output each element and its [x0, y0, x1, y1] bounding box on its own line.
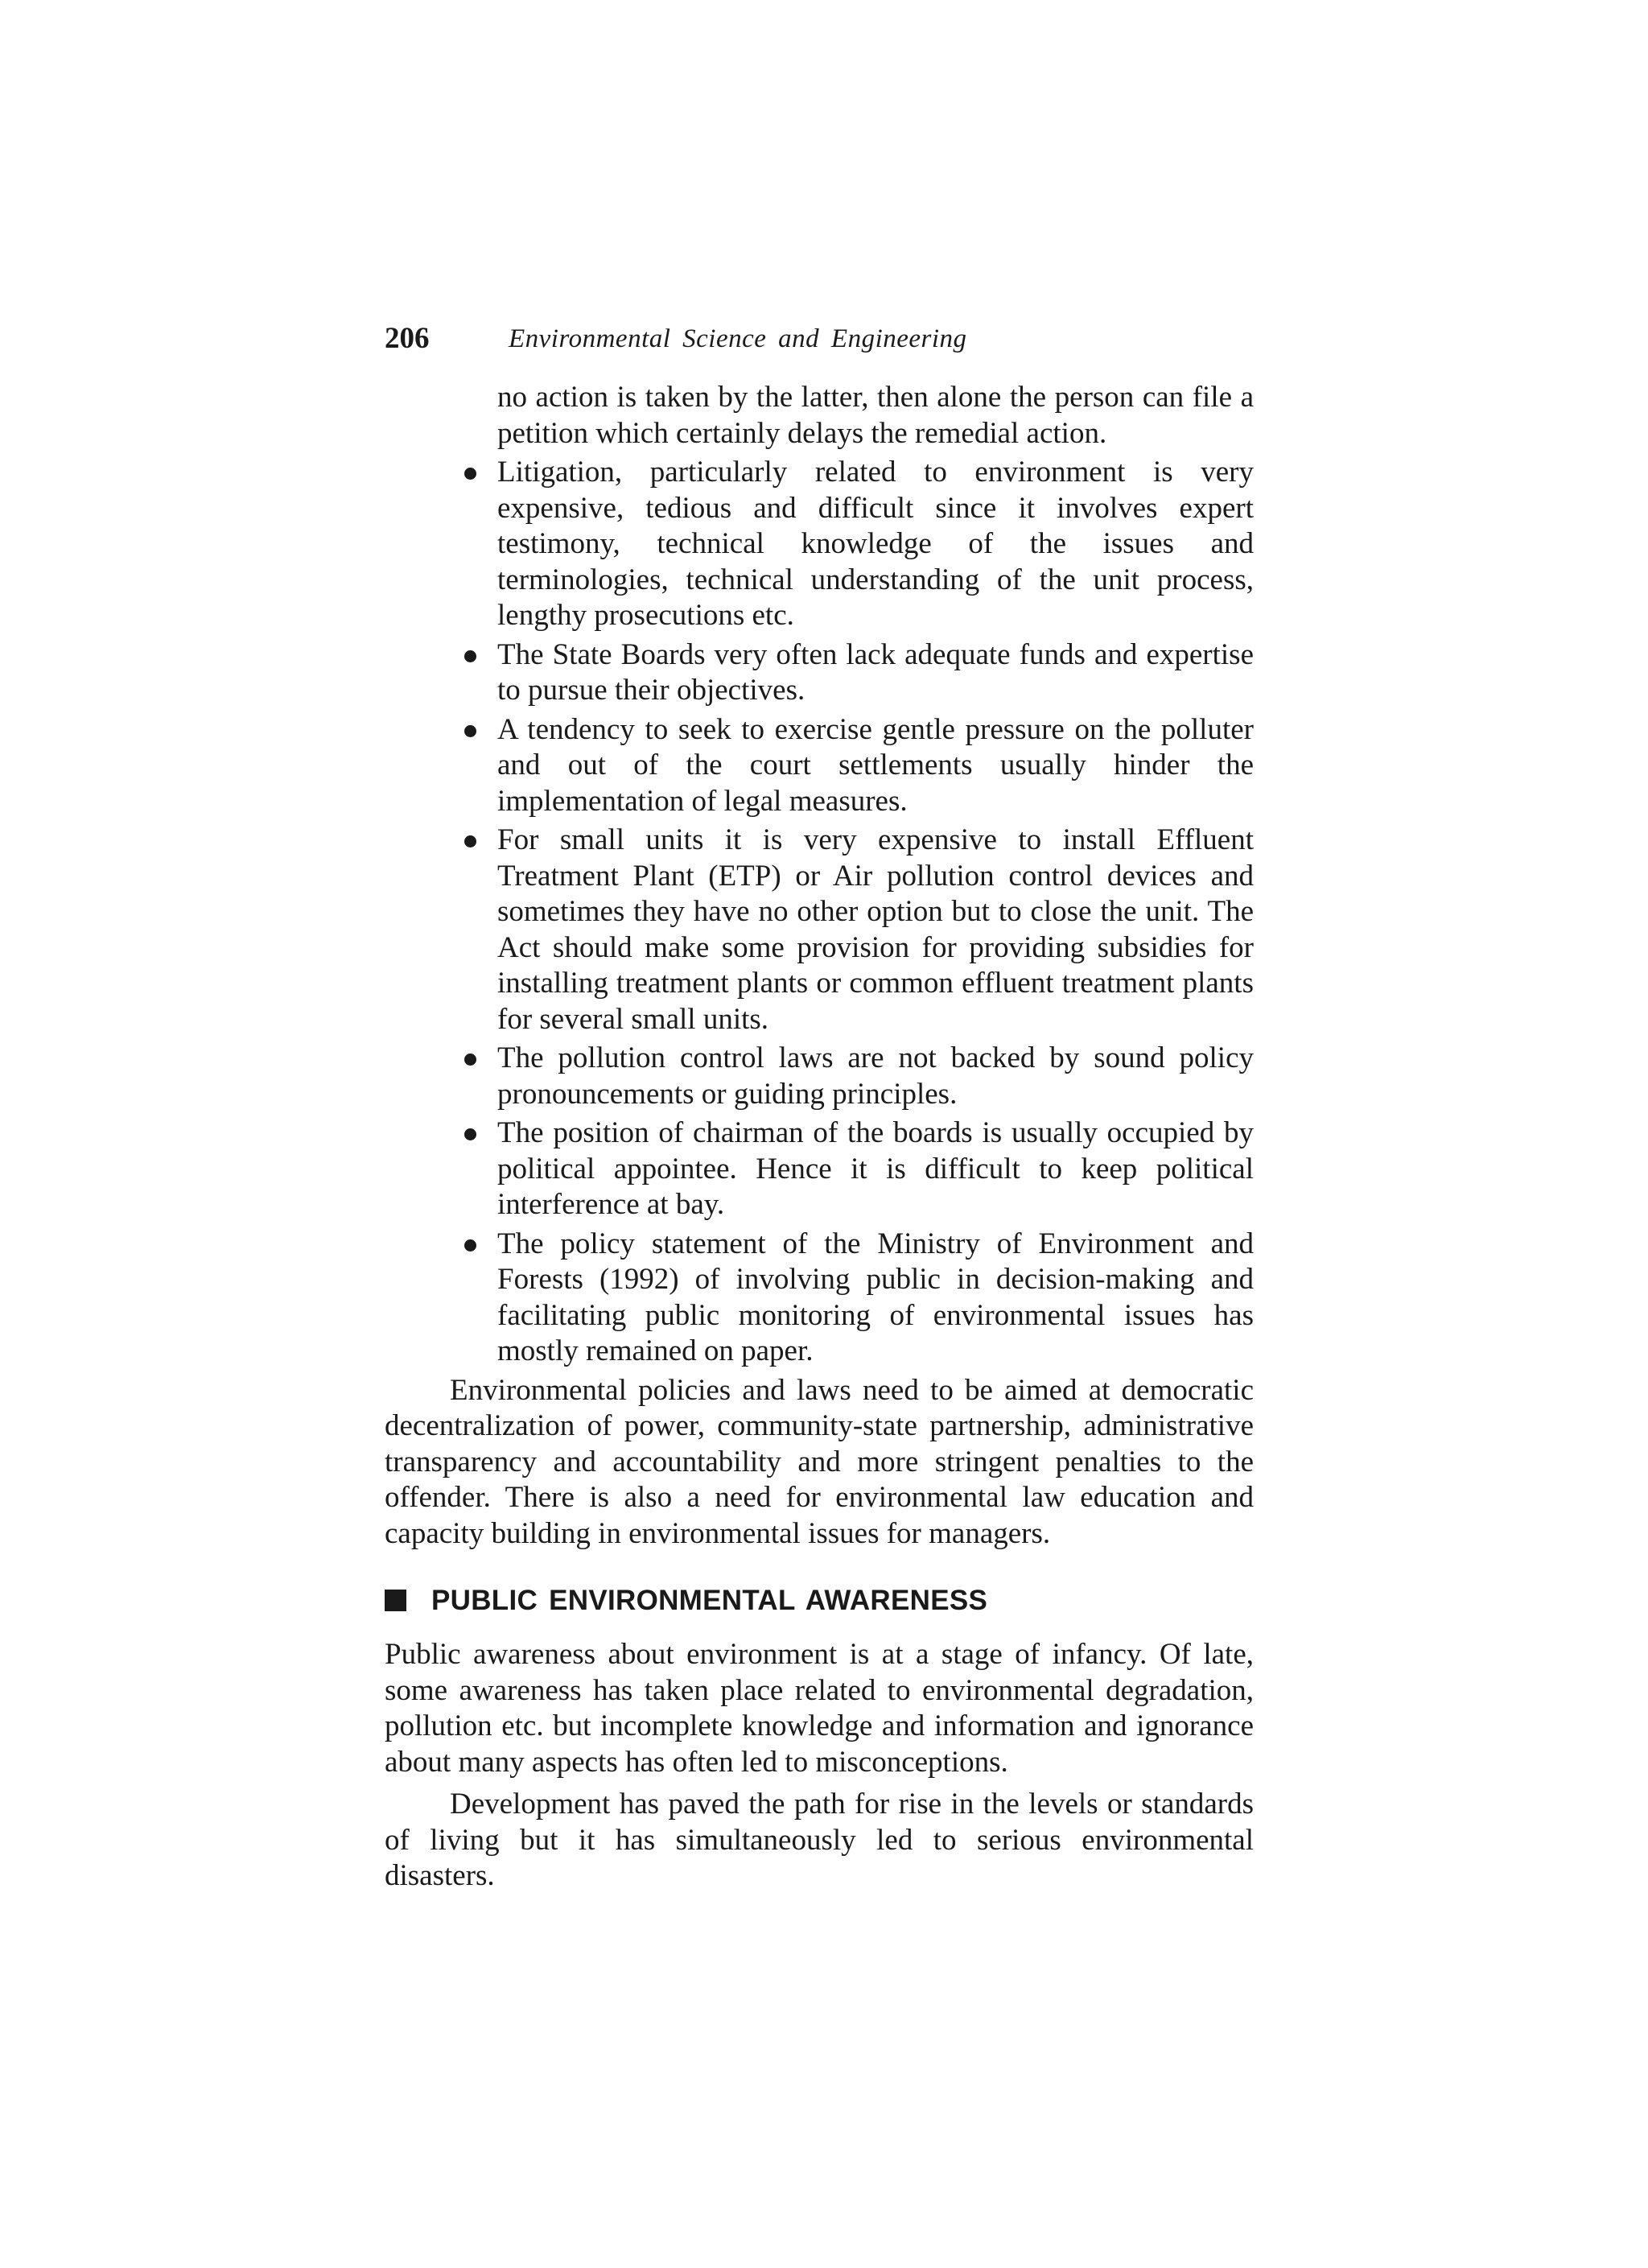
- list-item: [385, 1041, 1254, 1112]
- page-number: 206: [385, 322, 430, 355]
- bullet-icon: [464, 650, 476, 662]
- body-paragraph: Development has paved the path for rise in the levels or standards of living but it has simultaneously led to serious environmental disasters.: [385, 1788, 1254, 1892]
- bullet-icon: [464, 725, 476, 737]
- continuation-paragraph: no action is taken by the latter, then alone the person can file a petition which certainly delays the remedial action.: [497, 381, 1254, 450]
- list-item-text: The policy statement of the Ministry of Environment and Forests (1992) of involving public in decision-making and facilitating public monitoring of environmental issues has mostly remained on paper.: [497, 1227, 1254, 1367]
- list-item-text: A tendency to seek to exercise gentle pressure on the polluter and out of the court settlements usually hinder the implementation of legal measures.: [497, 712, 1254, 818]
- section-heading: [385, 1581, 1254, 1621]
- bullet-icon: [464, 835, 476, 847]
- bullet-icon: [464, 468, 476, 480]
- running-title: Environmental Science and Engineering: [509, 324, 967, 353]
- list-item-text: For small units it is very expensive to install Effluent Treatment Plant (ETP) or Air pollution control devices and sometimes they have no other option but to close the unit. The Act should make some provision for providing subsidies for installing treatment plants or common effluent treatment plants for several small units.: [497, 823, 1254, 1036]
- heading-square-icon: [385, 1590, 406, 1611]
- body-paragraph: Environmental policies and laws need to be aimed at democratic decentralization of power, community-state partnership, administrative transparency and accountability and more stringent penalties to the offender. There is also a need for environmental law education and capacity building in environmental issues for managers.: [385, 1373, 1254, 1550]
- bullet-list: [385, 455, 1254, 1370]
- bullet-icon: [464, 1128, 476, 1140]
- bullet-icon: [464, 1054, 476, 1066]
- list-item-text: Litigation, particularly related to environment is very expensive, tedious and difficult since it involves expert testimony, technical knowledge of the issues and terminologies, technical understanding of the unit process, lengthy prosecutions etc.: [497, 456, 1254, 632]
- body-text: [385, 380, 1254, 1895]
- list-item: [385, 637, 1254, 709]
- page-header: [385, 319, 1254, 359]
- list-item: [385, 455, 1254, 634]
- body-paragraph: Public awareness about environment is at a stage of infancy. Of late, some awareness has taken place related to environmental degradation, pollution etc. but incomplete knowledge and information and ignorance about many aspects has often led to misconceptions.: [385, 1638, 1254, 1779]
- section-heading-text: PUBLIC ENVIRONMENTAL AWARENESS: [431, 1585, 988, 1616]
- list-item: [385, 712, 1254, 820]
- bullet-icon: [464, 1239, 476, 1252]
- list-item-text: The State Boards very often lack adequate funds and expertise to pursue their objectives.: [497, 637, 1254, 707]
- list-item: [385, 1115, 1254, 1223]
- list-item-text: The pollution control laws are not backed by sound policy pronouncements or guiding principles.: [497, 1041, 1254, 1111]
- list-item: [385, 1227, 1254, 1370]
- list-item: [385, 823, 1254, 1037]
- list-item-text: The position of chairman of the boards is usually occupied by political appointee. Hence it is difficult to keep political interference at bay.: [497, 1116, 1254, 1221]
